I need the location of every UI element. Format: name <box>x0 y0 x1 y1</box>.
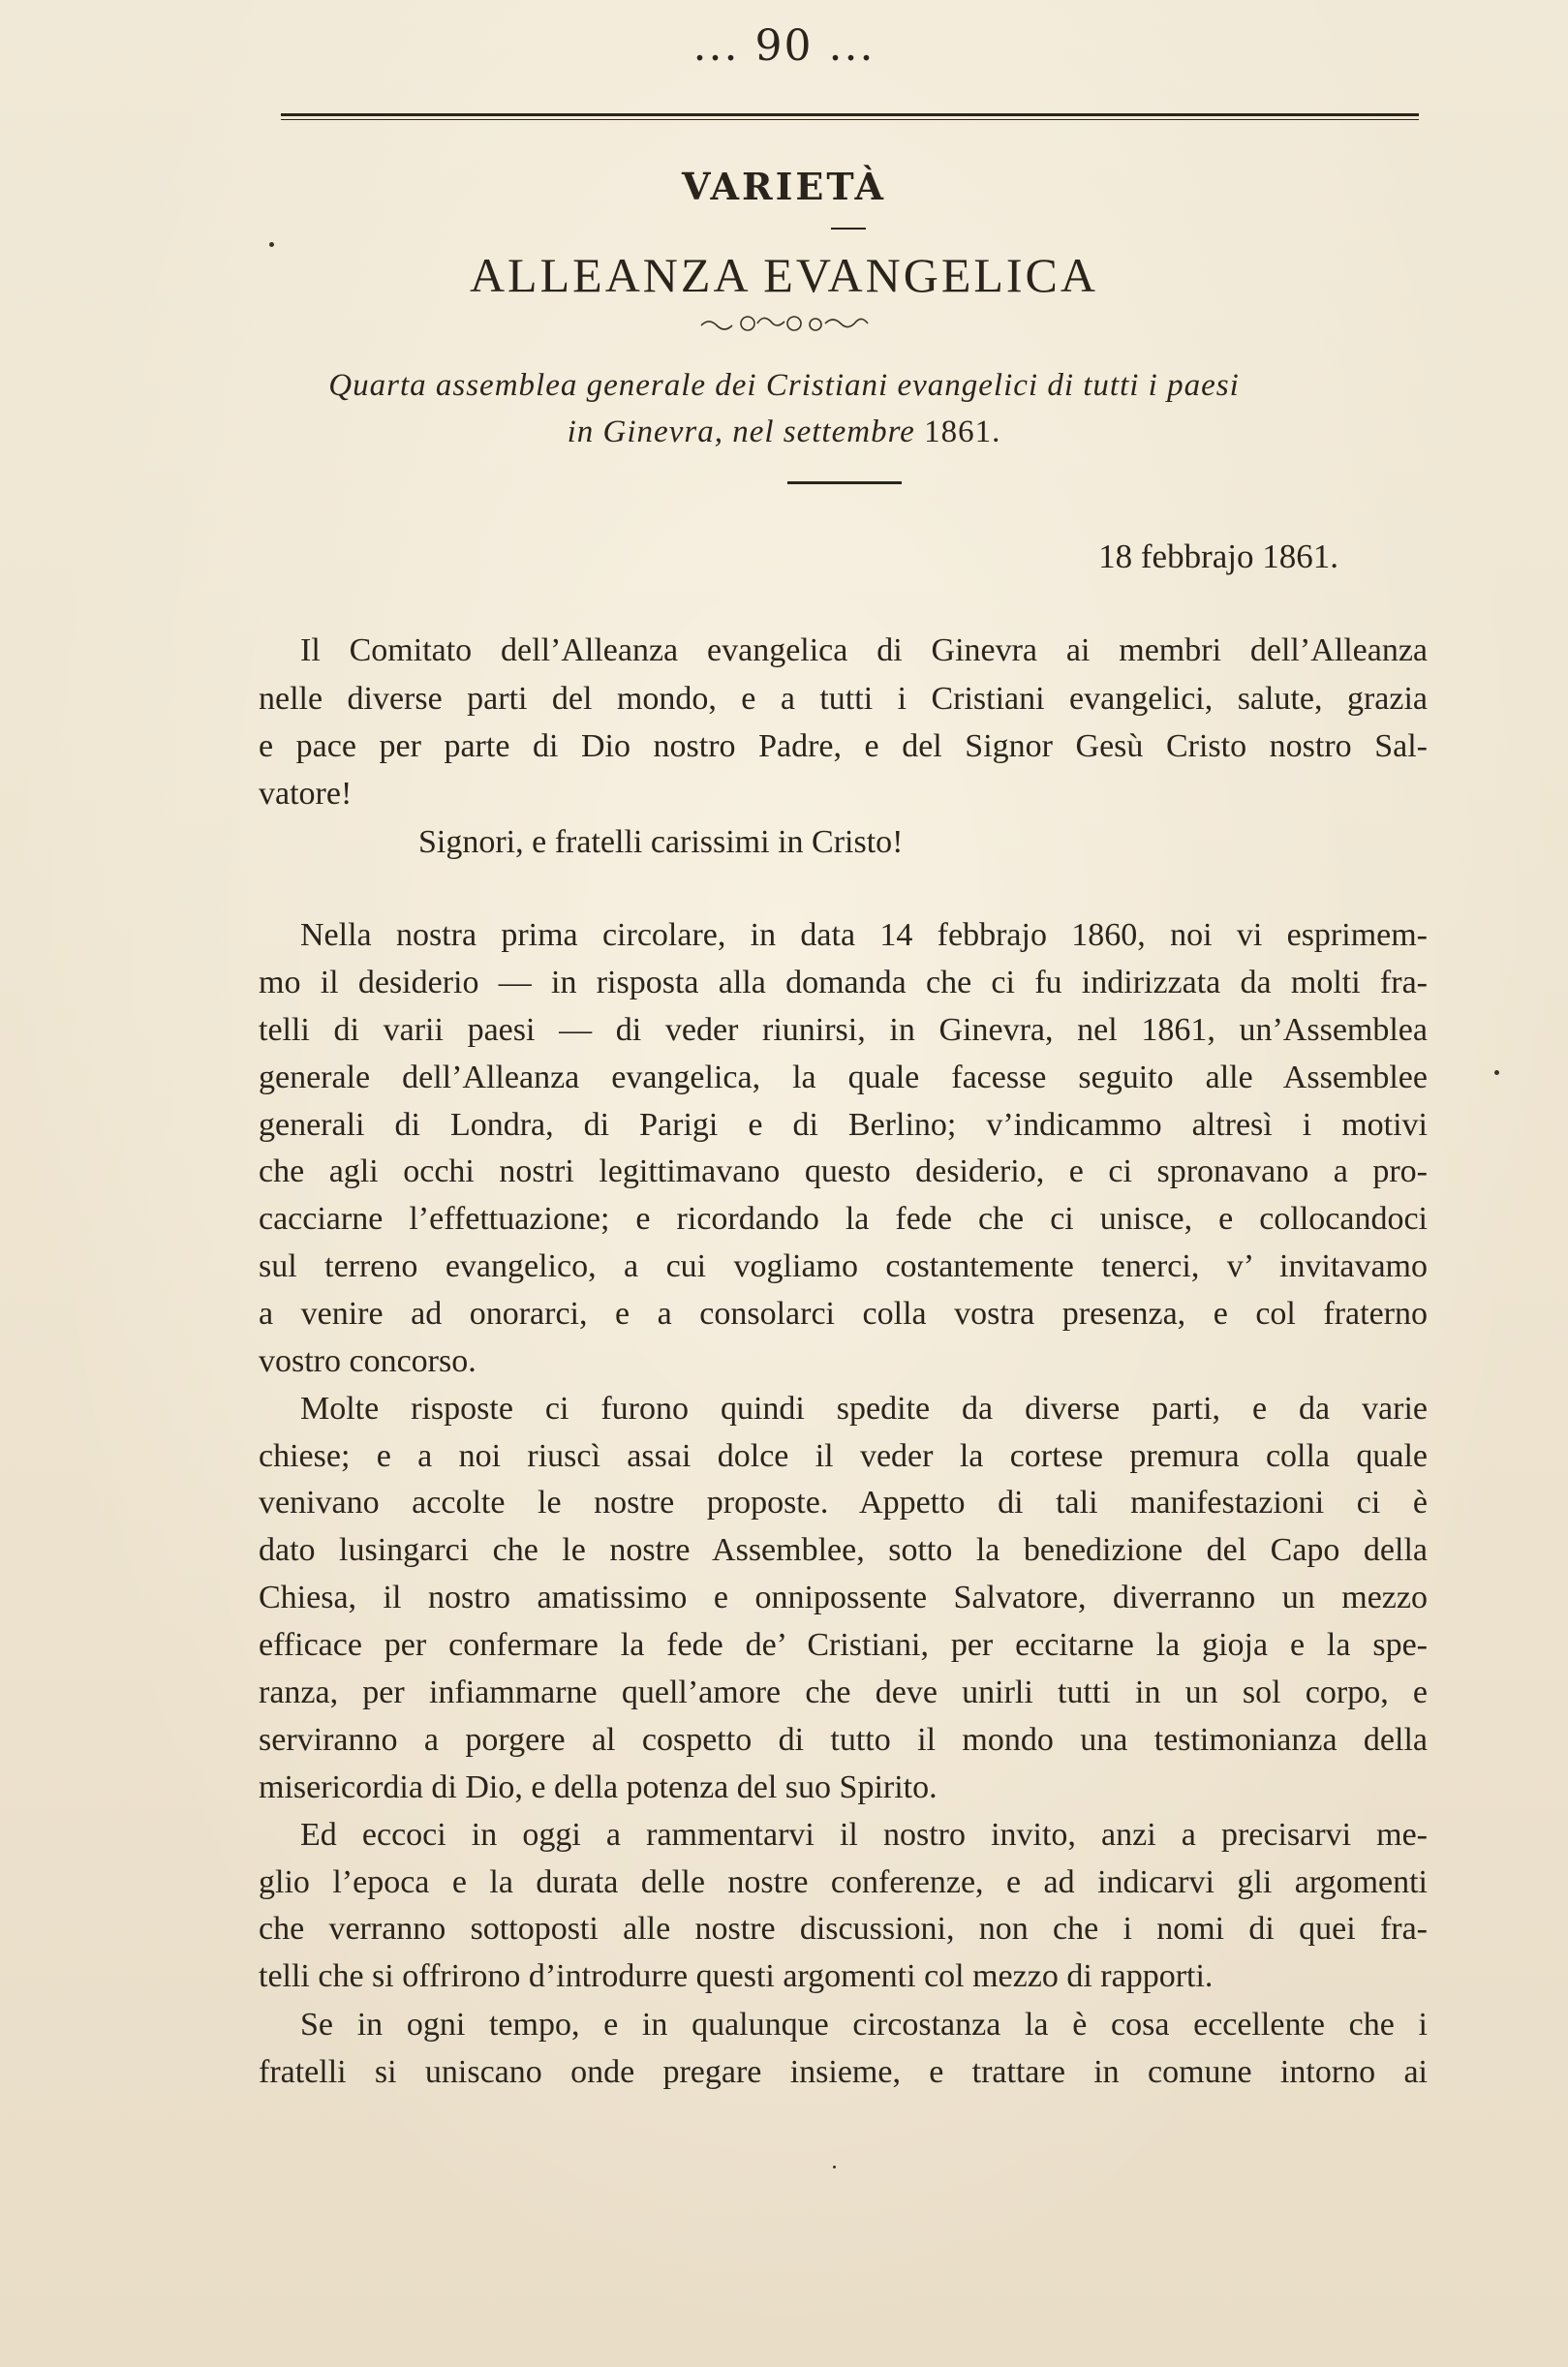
paragraph-line: efficace per confermare la fede de’ Cristiani, per eccitarne la gioja e la spe- <box>259 1627 1428 1663</box>
paragraph-line: Se in ogni tempo, e in qualunque circostanza la è cosa eccellente che i <box>300 2007 1428 2043</box>
paragraph-line: dato lusingarci che le nostre Assemblee, sotto la benedizione del Capo della <box>259 1532 1428 1568</box>
paragraph-line: mo il desiderio — in risposta alla domanda che ci fu indirizzata da molti fra- <box>259 965 1428 1000</box>
paragraph-line: a venire ad onorarci, e a consolarci colla vostra presenza, e col fraterno <box>259 1296 1428 1332</box>
ink-speck <box>269 242 274 247</box>
flourish-icon <box>697 312 872 337</box>
salutation: Signori, e fratelli carissimi in Cristo! <box>418 824 904 860</box>
paragraph-line: Nella nostra prima circolare, in data 14 febbrajo 1860, noi vi esprimem- <box>300 917 1428 953</box>
paragraph-line: Ed eccoci in oggi a rammentarvi il nostro invito, anzi a precisarvi me- <box>300 1817 1428 1853</box>
subtitle-line-2-text: in Ginevra, nel settembre <box>567 415 915 449</box>
paragraph-line: fratelli si uniscano onde pregare insieme, e trattare in comune intorno ai <box>259 2054 1428 2090</box>
subtitle-line-2 <box>0 415 1568 450</box>
subtitle-line-1: Quarta assemblea generale dei Cristiani evangelici di tutti i paesi <box>328 368 1240 403</box>
paragraph-line: Chiesa, il nostro amatissimo e onnipossente Salvatore, diverranno un mezzo <box>259 1580 1428 1615</box>
ornament-flourish <box>0 312 1568 343</box>
section-heading: VARIETÀ <box>681 165 887 208</box>
intro-line: nelle diverse parti del mondo, e a tutti i Cristiani evangelici, salute, grazia <box>259 681 1428 717</box>
paragraph-line: glio l’epoca e la durata delle nostre conferenze, e ad indicarvi gli argomenti <box>259 1864 1428 1900</box>
paragraph-line: telli che si offrirono d’introdurre questi argomenti col mezzo di rapporti. <box>259 1958 1214 1994</box>
paragraph-line: che agli occhi nostri legittimavano questo desiderio, e ci spronavano a pro- <box>259 1153 1428 1189</box>
paragraph-line: ranza, per infiammarne quell’amore che deve unirli tutti in un sol corpo, e <box>259 1675 1428 1710</box>
ink-speck <box>833 2166 836 2168</box>
paragraph-line: generali di Londra, di Parigi e di Berlino; v’indicammo altresì i motivi <box>259 1107 1428 1143</box>
dateline: 18 febbrajo 1861. <box>1098 538 1338 575</box>
paragraph-line: serviranno a porgere al cospetto di tutto il mondo una testimonianza della <box>259 1722 1428 1758</box>
paragraph-line: sul terreno evangelico, a cui vogliamo costantemente tenerci, v’ invitavamo <box>259 1248 1428 1284</box>
paragraph-line: Molte risposte ci furono quindi spedite da diverse parti, e da varie <box>300 1391 1428 1427</box>
article-title: ALLEANZA EVANGELICA <box>469 248 1099 302</box>
paragraph-line: telli di varii paesi — di veder riunirsi, in Ginevra, nel 1861, un’Assemblea <box>259 1012 1428 1048</box>
title-rule <box>787 481 902 484</box>
paragraph-line: vostro concorso. <box>259 1343 477 1379</box>
ink-speck <box>1494 1070 1499 1075</box>
paragraph-line: cacciarne l’effettuazione; e ricordando la fede che ci unisce, e collocandoci <box>259 1201 1428 1237</box>
paragraph-line: venivano accolte le nostre proposte. Appetto di tali manifestazioni ci è <box>259 1485 1428 1521</box>
page-number: ... 90 ... <box>692 21 876 71</box>
subtitle-year: 1861. <box>924 415 1001 449</box>
heading-dash <box>831 228 866 230</box>
paragraph-line: chiese; e a noi riuscì assai dolce il veder la cortese premura colla quale <box>259 1438 1428 1474</box>
intro-line: e pace per parte di Dio nostro Padre, e del Signor Gesù Cristo nostro Sal- <box>259 728 1428 764</box>
header-rule <box>281 113 1419 116</box>
intro-line: vatore! <box>259 776 353 812</box>
paragraph-line: generale dell’Alleanza evangelica, la quale facesse seguito alle Assemblee <box>259 1060 1428 1095</box>
paragraph-line: che verranno sottoposti alle nostre discussioni, non che i nomi di quei fra- <box>259 1911 1428 1947</box>
paragraph-line: misericordia di Dio, e della potenza del suo Spirito. <box>259 1769 938 1805</box>
intro-line: Il Comitato dell’Alleanza evangelica di Ginevra ai membri dell’Alleanza <box>300 632 1428 668</box>
